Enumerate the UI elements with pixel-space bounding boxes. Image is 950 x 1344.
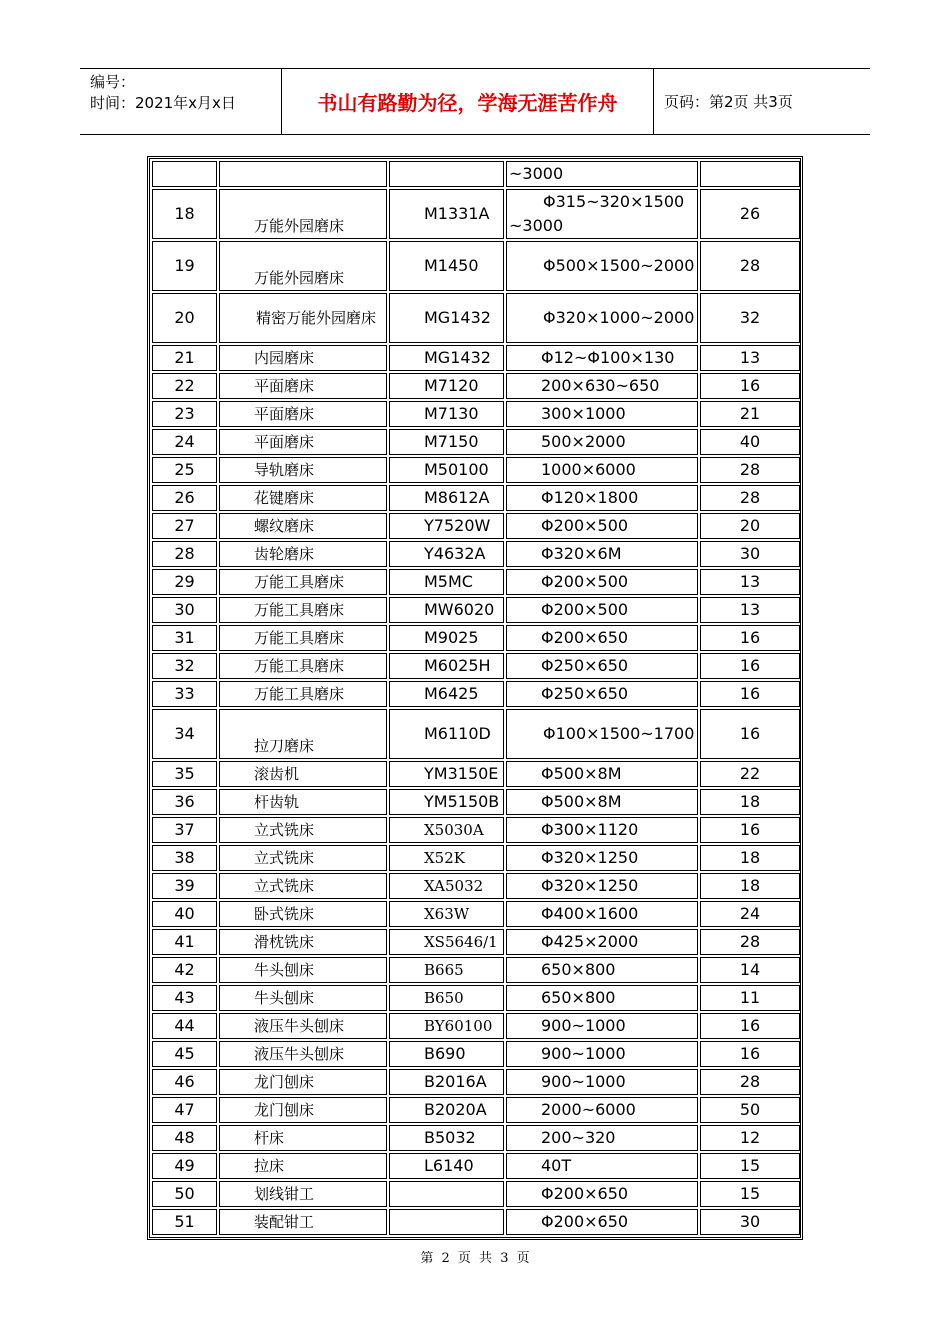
cell-name: 万能工具磨床 xyxy=(219,681,387,707)
cell-spec: Φ200×500 xyxy=(506,597,698,623)
cell-no: 37 xyxy=(152,817,217,843)
cell-spec: Φ320×6M xyxy=(506,541,698,567)
cell-no: 50 xyxy=(152,1181,217,1207)
cell-spec: 200×630~650 xyxy=(506,373,698,399)
cell-value: 13 xyxy=(700,345,800,371)
cell-name: 万能外园磨床 xyxy=(219,189,387,239)
cell-spec: Φ250×650 xyxy=(506,653,698,679)
cell-name: 内园磨床 xyxy=(219,345,387,371)
cell-value: 28 xyxy=(700,1069,800,1095)
cell-spec: Φ500×8M xyxy=(506,761,698,787)
cell-spec: Φ320×1250 xyxy=(506,845,698,871)
table-row xyxy=(152,569,800,595)
table-row xyxy=(152,485,800,511)
table-row xyxy=(152,625,800,651)
table-row xyxy=(152,761,800,787)
cell-model: B5032 xyxy=(389,1125,504,1151)
equipment-table xyxy=(147,156,803,1240)
cell-no: 48 xyxy=(152,1125,217,1151)
cell-value: 28 xyxy=(700,929,800,955)
cell-no: 30 xyxy=(152,597,217,623)
cell-name: 滑枕铣床 xyxy=(219,929,387,955)
header-info xyxy=(80,69,281,134)
cell-no: 19 xyxy=(152,241,217,291)
cell-value: 32 xyxy=(700,293,800,343)
cell-model: MW6020 xyxy=(389,597,504,623)
cell-model: M8612A xyxy=(389,485,504,511)
cell-no: 26 xyxy=(152,485,217,511)
cell-value: 28 xyxy=(700,457,800,483)
cell-value: 16 xyxy=(700,625,800,651)
cell-value: 16 xyxy=(700,1041,800,1067)
cell-model: M5MC xyxy=(389,569,504,595)
cell-name: 齿轮磨床 xyxy=(219,541,387,567)
cell-no: 28 xyxy=(152,541,217,567)
cell-no: 39 xyxy=(152,873,217,899)
cell-no: 32 xyxy=(152,653,217,679)
cell-name: 龙门刨床 xyxy=(219,1069,387,1095)
cell-value: 18 xyxy=(700,789,800,815)
table-row xyxy=(152,789,800,815)
table-row xyxy=(152,1209,800,1235)
cell-no: 21 xyxy=(152,345,217,371)
cell-name: 拉床 xyxy=(219,1153,387,1179)
cell-name: 液压牛头刨床 xyxy=(219,1041,387,1067)
cell-no xyxy=(152,161,217,187)
document-number: 编号： xyxy=(90,73,136,91)
cell-model: M6425 xyxy=(389,681,504,707)
table-row xyxy=(152,345,800,371)
cell-spec: 40T xyxy=(506,1153,698,1179)
cell-model: X5030A xyxy=(389,817,504,843)
cell-model: M6110D xyxy=(389,709,504,759)
cell-no: 41 xyxy=(152,929,217,955)
cell-model: MG1432 xyxy=(389,293,504,343)
cell-spec: Φ320×1000~2000 xyxy=(506,293,698,343)
cell-no: 49 xyxy=(152,1153,217,1179)
cell-model: X63W xyxy=(389,901,504,927)
cell-model: M50100 xyxy=(389,457,504,483)
cell-name: 万能外园磨床 xyxy=(219,241,387,291)
table-row xyxy=(152,929,800,955)
cell-spec: 900~1000 xyxy=(506,1013,698,1039)
cell-name xyxy=(219,161,387,187)
table-row xyxy=(152,957,800,983)
cell-no: 43 xyxy=(152,985,217,1011)
document-time: 时间：2021年x月x日 xyxy=(90,94,236,112)
table-row xyxy=(152,1153,800,1179)
cell-name: 装配钳工 xyxy=(219,1209,387,1235)
table-row xyxy=(152,1041,800,1067)
cell-spec: 2000~6000 xyxy=(506,1097,698,1123)
cell-name: 花键磨床 xyxy=(219,485,387,511)
table-row xyxy=(152,653,800,679)
cell-value: 50 xyxy=(700,1097,800,1123)
table-row xyxy=(152,597,800,623)
cell-spec: 1000×6000 xyxy=(506,457,698,483)
cell-spec: Φ500×8M xyxy=(506,789,698,815)
cell-spec: Φ12~Φ100×130 xyxy=(506,345,698,371)
cell-no: 20 xyxy=(152,293,217,343)
cell-model: M7150 xyxy=(389,429,504,455)
cell-model: XS5646/1 xyxy=(389,929,504,955)
cell-spec: 900~1000 xyxy=(506,1041,698,1067)
table-row xyxy=(152,1181,800,1207)
table-row xyxy=(152,241,800,291)
cell-value: 30 xyxy=(700,1209,800,1235)
cell-model: MG1432 xyxy=(389,345,504,371)
table-row xyxy=(152,1125,800,1151)
cell-model xyxy=(389,1209,504,1235)
table-row xyxy=(152,541,800,567)
cell-value: 12 xyxy=(700,1125,800,1151)
cell-name: 杆床 xyxy=(219,1125,387,1151)
cell-value: 22 xyxy=(700,761,800,787)
table-row xyxy=(152,1013,800,1039)
cell-value: 15 xyxy=(700,1181,800,1207)
cell-value: 16 xyxy=(700,373,800,399)
cell-name: 立式铣床 xyxy=(219,845,387,871)
cell-value: 16 xyxy=(700,1013,800,1039)
cell-spec: Φ250×650 xyxy=(506,681,698,707)
cell-name: 精密万能外园磨床 xyxy=(219,293,387,343)
header-page-number: 页码：第2页 共3页 xyxy=(664,93,793,111)
table-row xyxy=(152,1069,800,1095)
cell-name: 液压牛头刨床 xyxy=(219,1013,387,1039)
cell-name: 龙门刨床 xyxy=(219,1097,387,1123)
cell-no: 51 xyxy=(152,1209,217,1235)
cell-spec: Φ425×2000 xyxy=(506,929,698,955)
cell-value: 24 xyxy=(700,901,800,927)
cell-value: 16 xyxy=(700,681,800,707)
cell-model: XA5032 xyxy=(389,873,504,899)
cell-value: 18 xyxy=(700,845,800,871)
cell-no: 27 xyxy=(152,513,217,539)
cell-no: 46 xyxy=(152,1069,217,1095)
cell-model: B690 xyxy=(389,1041,504,1067)
cell-no: 45 xyxy=(152,1041,217,1067)
cell-no: 42 xyxy=(152,957,217,983)
cell-value xyxy=(700,161,800,187)
cell-value: 16 xyxy=(700,709,800,759)
cell-spec: Φ300×1120 xyxy=(506,817,698,843)
cell-spec: Φ200×650 xyxy=(506,1181,698,1207)
cell-model: Y7520W xyxy=(389,513,504,539)
cell-no: 47 xyxy=(152,1097,217,1123)
cell-spec: 200~320 xyxy=(506,1125,698,1151)
cell-spec: 650×800 xyxy=(506,985,698,1011)
table-row xyxy=(152,845,800,871)
cell-no: 23 xyxy=(152,401,217,427)
cell-model: M1331A xyxy=(389,189,504,239)
cell-value: 11 xyxy=(700,985,800,1011)
cell-name: 立式铣床 xyxy=(219,873,387,899)
cell-spec: Φ200×650 xyxy=(506,625,698,651)
cell-spec: ~3000 xyxy=(506,161,698,187)
cell-spec: Φ315~320×1500~3000 xyxy=(506,189,698,239)
cell-value: 30 xyxy=(700,541,800,567)
cell-model: Y4632A xyxy=(389,541,504,567)
cell-model: B2020A xyxy=(389,1097,504,1123)
page-footer: 第 2 页 共 3 页 xyxy=(420,1251,530,1266)
cell-model: YM3150E xyxy=(389,761,504,787)
header-motto: 书山有路勤为径，学海无涯苦作舟 xyxy=(281,69,654,134)
table-row xyxy=(152,457,800,483)
cell-spec: 900~1000 xyxy=(506,1069,698,1095)
cell-no: 25 xyxy=(152,457,217,483)
table-row xyxy=(152,709,800,759)
table-row xyxy=(152,901,800,927)
cell-model: M1450 xyxy=(389,241,504,291)
cell-no: 31 xyxy=(152,625,217,651)
cell-no: 29 xyxy=(152,569,217,595)
cell-model: B665 xyxy=(389,957,504,983)
cell-value: 26 xyxy=(700,189,800,239)
cell-no: 40 xyxy=(152,901,217,927)
cell-spec: 500×2000 xyxy=(506,429,698,455)
cell-name: 牛头刨床 xyxy=(219,957,387,983)
cell-value: 20 xyxy=(700,513,800,539)
cell-name: 牛头刨床 xyxy=(219,985,387,1011)
cell-model xyxy=(389,161,504,187)
cell-no: 24 xyxy=(152,429,217,455)
cell-model: YM5150B xyxy=(389,789,504,815)
cell-spec: Φ100×1500~1700 xyxy=(506,709,698,759)
cell-spec: Φ500×1500~2000 xyxy=(506,241,698,291)
cell-name: 螺纹磨床 xyxy=(219,513,387,539)
cell-model: M9025 xyxy=(389,625,504,651)
table-row xyxy=(152,189,800,239)
cell-model: BY60100 xyxy=(389,1013,504,1039)
table-row xyxy=(152,401,800,427)
cell-name: 划线钳工 xyxy=(219,1181,387,1207)
cell-no: 33 xyxy=(152,681,217,707)
cell-value: 13 xyxy=(700,569,800,595)
cell-spec: Φ400×1600 xyxy=(506,901,698,927)
cell-model: X52K xyxy=(389,845,504,871)
cell-model: M7120 xyxy=(389,373,504,399)
cell-value: 40 xyxy=(700,429,800,455)
cell-spec: Φ200×500 xyxy=(506,569,698,595)
table-row xyxy=(152,873,800,899)
cell-name: 万能工具磨床 xyxy=(219,597,387,623)
cell-name: 平面磨床 xyxy=(219,401,387,427)
cell-model: L6140 xyxy=(389,1153,504,1179)
cell-spec: 650×800 xyxy=(506,957,698,983)
cell-spec: Φ120×1800 xyxy=(506,485,698,511)
cell-name: 滚齿机 xyxy=(219,761,387,787)
cell-name: 杆齿轨 xyxy=(219,789,387,815)
table-row-continuation xyxy=(152,161,800,187)
cell-no: 44 xyxy=(152,1013,217,1039)
cell-value: 21 xyxy=(700,401,800,427)
table-row xyxy=(152,373,800,399)
cell-name: 拉刀磨床 xyxy=(219,709,387,759)
cell-name: 立式铣床 xyxy=(219,817,387,843)
cell-name: 平面磨床 xyxy=(219,429,387,455)
cell-value: 14 xyxy=(700,957,800,983)
page-header xyxy=(80,68,870,135)
table-row xyxy=(152,681,800,707)
cell-value: 28 xyxy=(700,241,800,291)
cell-value: 16 xyxy=(700,653,800,679)
cell-value: 13 xyxy=(700,597,800,623)
cell-name: 平面磨床 xyxy=(219,373,387,399)
cell-name: 万能工具磨床 xyxy=(219,625,387,651)
cell-no: 36 xyxy=(152,789,217,815)
cell-model: B650 xyxy=(389,985,504,1011)
cell-no: 34 xyxy=(152,709,217,759)
cell-spec: 300×1000 xyxy=(506,401,698,427)
cell-no: 22 xyxy=(152,373,217,399)
cell-name: 万能工具磨床 xyxy=(219,653,387,679)
cell-spec: Φ200×650 xyxy=(506,1209,698,1235)
table-row xyxy=(152,513,800,539)
cell-value: 16 xyxy=(700,817,800,843)
cell-value: 15 xyxy=(700,1153,800,1179)
cell-value: 28 xyxy=(700,485,800,511)
cell-spec: Φ200×500 xyxy=(506,513,698,539)
table-row xyxy=(152,293,800,343)
table-row xyxy=(152,817,800,843)
cell-no: 38 xyxy=(152,845,217,871)
cell-model: M7130 xyxy=(389,401,504,427)
cell-model xyxy=(389,1181,504,1207)
cell-model: B2016A xyxy=(389,1069,504,1095)
cell-name: 卧式铣床 xyxy=(219,901,387,927)
cell-value: 18 xyxy=(700,873,800,899)
cell-spec: Φ320×1250 xyxy=(506,873,698,899)
table-row xyxy=(152,985,800,1011)
cell-no: 18 xyxy=(152,189,217,239)
table-row xyxy=(152,429,800,455)
cell-model: M6025H xyxy=(389,653,504,679)
cell-no: 35 xyxy=(152,761,217,787)
cell-name: 万能工具磨床 xyxy=(219,569,387,595)
table-row xyxy=(152,1097,800,1123)
cell-name: 导轨磨床 xyxy=(219,457,387,483)
